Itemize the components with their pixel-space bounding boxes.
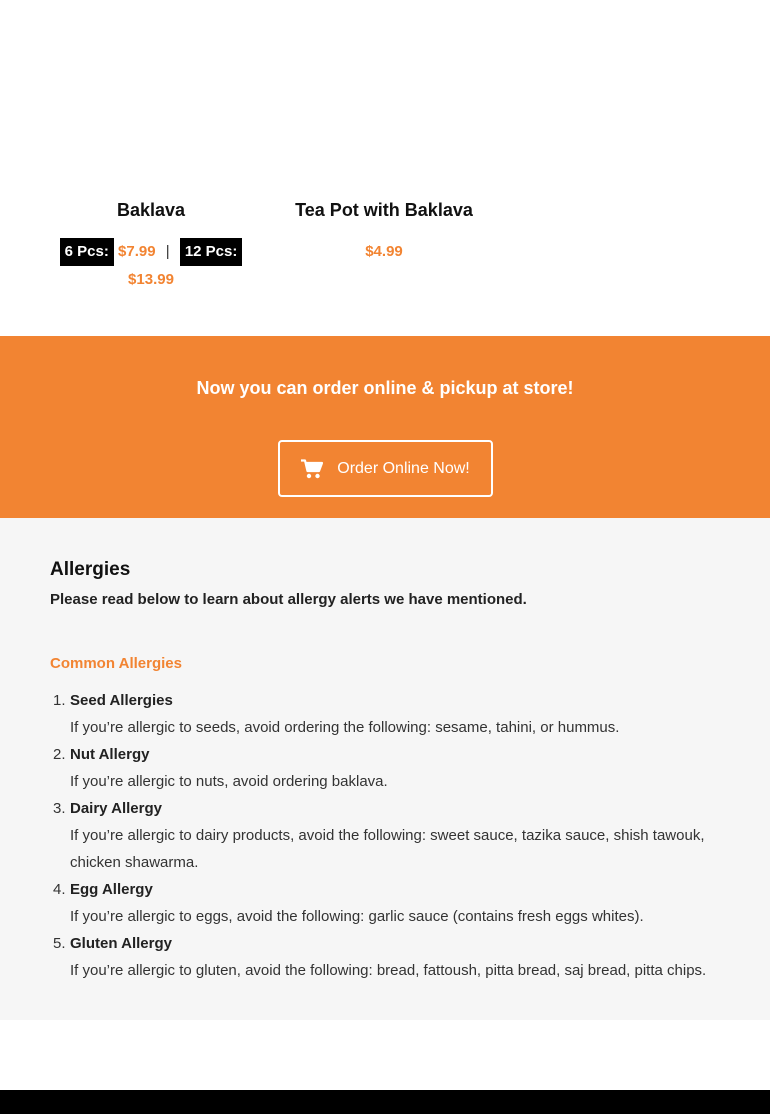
allergy-name: Dairy Allergy (70, 800, 162, 817)
list-item (50, 687, 730, 741)
allergy-description: If you’re allergic to gluten, avoid the following: bread, fattoush, pitta bread, saj bread, pitta chips. (70, 962, 707, 979)
allergies-heading: Allergies (50, 559, 131, 580)
footer (0, 1090, 770, 1114)
product-card-tea-pot[interactable] (290, 198, 478, 265)
list-item (50, 795, 730, 876)
cart-icon (301, 459, 323, 479)
list-number: 1. (53, 692, 66, 709)
product-title[interactable]: Baklava (116, 200, 186, 220)
allergy-name: Seed Allergies (70, 692, 173, 709)
product-title[interactable]: Tea Pot with Baklava (295, 200, 473, 220)
order-online-label: Order Online Now! (337, 459, 470, 477)
list-item (50, 876, 730, 930)
price-separator: | (165, 243, 170, 260)
allergy-name: Egg Allergy (70, 881, 153, 898)
order-online-button[interactable] (278, 440, 493, 497)
allergy-description: If you’re allergic to eggs, avoid the following: garlic sauce (contains fresh eggs whites). (70, 908, 644, 925)
allergy-description: If you’re allergic to dairy products, avoid the following: sweet sauce, tazika sauce, shish tawouk, chicken shawarma. (70, 827, 705, 871)
allergy-name: Nut Allergy (70, 746, 150, 763)
price-options (290, 238, 478, 265)
price-options (52, 238, 250, 293)
product-card-baklava[interactable] (52, 198, 250, 293)
allergy-list (50, 687, 730, 984)
allergies-section (0, 518, 770, 1020)
list-number: 5. (53, 935, 66, 952)
option-price: $7.99 (118, 243, 156, 260)
common-allergies-title: Common Allergies (50, 655, 182, 672)
banner-text: Now you can order online & pickup at store! (196, 378, 574, 398)
products-section (0, 0, 770, 336)
list-item (50, 741, 730, 795)
order-online-banner (0, 336, 770, 518)
product-price: $4.99 (365, 243, 403, 260)
list-item (50, 930, 730, 984)
list-number: 2. (53, 746, 66, 763)
allergy-name: Gluten Allergy (70, 935, 172, 952)
allergy-description: If you’re allergic to nuts, avoid ordering baklava. (70, 773, 388, 790)
option-label: 12 Pcs: (180, 238, 243, 266)
option-price: $13.99 (128, 271, 174, 288)
option-label: 6 Pcs: (60, 238, 114, 266)
allergies-subheading: Please read below to learn about allergy alerts we have mentioned. (50, 591, 527, 608)
allergy-description: If you’re allergic to seeds, avoid ordering the following: sesame, tahini, or hummus. (70, 719, 620, 736)
list-number: 3. (53, 800, 66, 817)
list-number: 4. (53, 881, 66, 898)
